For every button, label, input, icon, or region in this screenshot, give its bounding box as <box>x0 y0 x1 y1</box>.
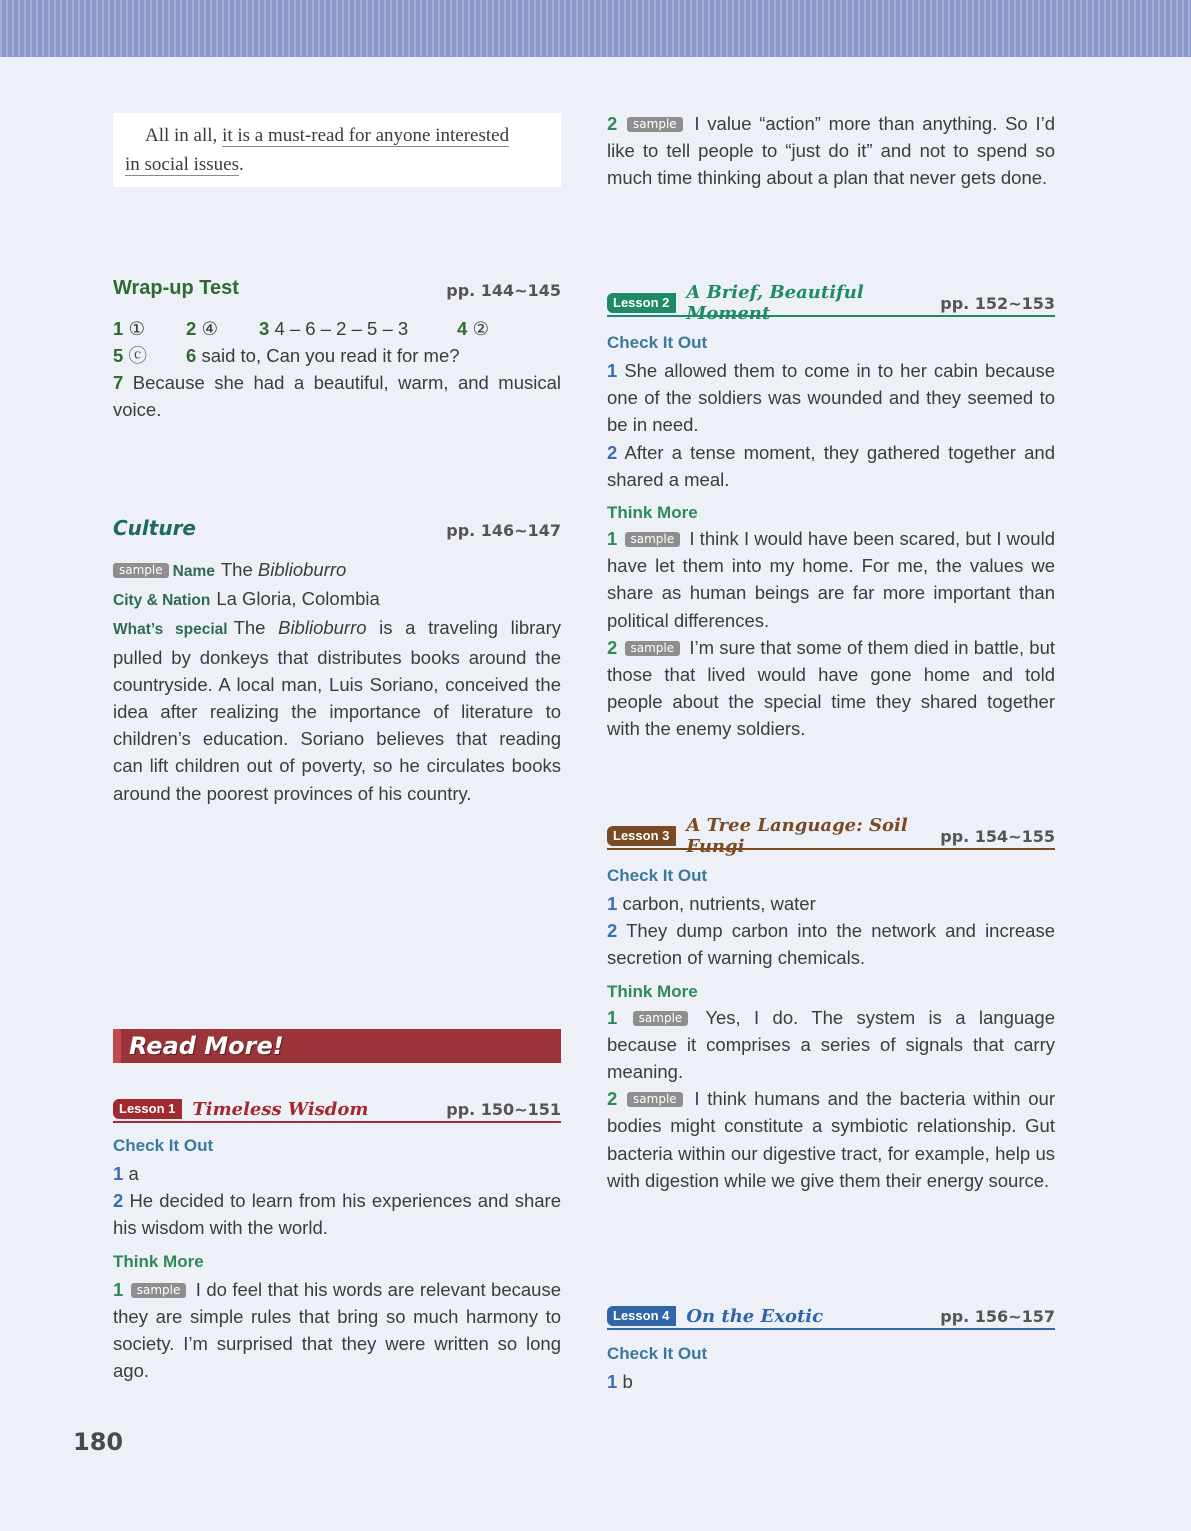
q-answer: ⓒ <box>128 345 147 366</box>
think-more-heading: Think More <box>113 1251 204 1271</box>
sample-badge: sample <box>131 1283 187 1298</box>
lesson-title: A Brief, Beautiful Moment <box>686 282 864 324</box>
lesson-3-body <box>607 866 1055 1194</box>
lesson-2-body <box>607 333 1055 743</box>
q-answer: ① <box>128 318 146 339</box>
lesson-tag: Lesson 2 <box>607 293 676 313</box>
lesson-1-header <box>113 1097 561 1123</box>
q-number: 1 <box>607 1371 618 1392</box>
lesson-2-header <box>607 282 1055 324</box>
q-number: 2 <box>186 318 197 339</box>
name-pre: The <box>220 559 258 580</box>
think-answer-1: Yes, I do. The system is a language because it comprises a series of signals that carry meaning. <box>607 1006 1056 1083</box>
q-number: 5 <box>113 345 124 366</box>
sample-badge: sample <box>633 1011 689 1026</box>
q-number: 2 <box>607 1088 618 1110</box>
wrapup-answers <box>113 315 561 423</box>
check-answer-1: a <box>128 1163 139 1184</box>
wrapup-pages: pp. 144~145 <box>446 281 561 300</box>
right-top-answer <box>607 110 1055 192</box>
q-number: 2 <box>607 920 618 942</box>
check-it-out-heading: Check It Out <box>607 333 708 352</box>
think-answer-1: I do feel that his words are relevant because they are simple rules that bring so much harmony to society. I’m surprised that they were written so long ago. <box>113 1278 561 1382</box>
special-text: is a traveling library pulled by donkeys that distributes books around the countryside. A local man, Luis Soriano, conceived the idea after realizing the importance of literature to children’s education. Soriano believes that reading can lift children out of poverty, so he circulates books around the poorest provinces of his country. <box>113 617 561 804</box>
culture-header <box>113 512 561 540</box>
answer-number: 2 <box>607 113 618 134</box>
page-number: 180 <box>73 1428 124 1456</box>
name-label: Name <box>172 563 215 580</box>
special-italic: Biblioburro <box>278 617 367 639</box>
lesson-title: On the Exotic <box>686 1305 824 1327</box>
q-number: 1 <box>607 360 618 381</box>
q7-answer: Because she had a beautiful, warm, and musical voice. <box>113 372 561 421</box>
answer-text: I value “action” more than anything. So I’d like to tell people to “just do it” and not to spend so much time thinking about a plan that never gets done. <box>607 113 1055 189</box>
check-answer-2: He decided to learn from his experiences and share his wisdom with the world. <box>113 1190 562 1239</box>
think-answer-2: I’m sure that some of them died in battle, but those that lived would have gone home and told people about the special time they shared together with the enemy soldiers. <box>607 636 1056 740</box>
check-answer-1: b <box>622 1371 633 1392</box>
read-more-banner: Read More! <box>113 1029 561 1063</box>
q-number: 1 <box>113 1278 124 1300</box>
q-number: 1 <box>113 1163 124 1184</box>
q-number: 2 <box>607 441 618 463</box>
sample-badge: sample <box>113 563 169 578</box>
q-number: 4 <box>457 318 468 339</box>
lesson-pages: pp. 154~155 <box>940 826 1055 846</box>
sample-badge: sample <box>625 532 681 547</box>
q-answer: ④ <box>201 318 219 339</box>
lesson-title: A Tree Language: Soil Fungi <box>686 815 908 857</box>
q-answer: ② <box>472 318 490 339</box>
culture-body <box>113 556 561 807</box>
special-pre: The <box>233 617 279 639</box>
q-answer: said to, Can you read it for me? <box>201 345 460 366</box>
lesson-pages: pp. 152~153 <box>940 293 1055 313</box>
q-number: 7 <box>113 372 124 393</box>
name-value: Biblioburro <box>257 559 347 580</box>
sample-badge: sample <box>627 117 683 132</box>
special-label: What’s special <box>113 621 228 639</box>
lesson-pages: pp. 150~151 <box>446 1099 561 1119</box>
city-value: La Gloria, Colombia <box>216 588 380 610</box>
lesson-1-body <box>113 1136 561 1384</box>
wrapup-header <box>113 272 561 300</box>
q-number: 1 <box>607 1006 618 1028</box>
q-answer: 4 – 6 – 2 – 5 – 3 <box>274 318 409 339</box>
quote-underlined-1: it is a must-read for anyone interested <box>222 125 510 146</box>
q-number: 1 <box>607 893 618 914</box>
lesson-3-header <box>607 815 1055 857</box>
check-answer-2: They dump carbon into the network and increase secretion of warning chemicals. <box>607 920 1055 969</box>
think-more-heading: Think More <box>607 503 698 523</box>
check-it-out-heading: Check It Out <box>113 1136 214 1155</box>
quote-underlined-2: in social issues <box>125 154 239 175</box>
sample-badge: sample <box>625 641 681 656</box>
lesson-tag: Lesson 4 <box>607 1306 676 1326</box>
think-more-heading: Think More <box>607 981 698 1001</box>
quote-box <box>113 113 561 187</box>
lesson-tag: Lesson 3 <box>607 826 676 846</box>
think-answer-2: I think humans and the bacteria within our bodies might constitute a symbiotic relationship. Gut bacteria within our digestive tract, for example, help us with digestion while we give them their energy source. <box>607 1088 1055 1191</box>
sample-badge: sample <box>627 1092 683 1107</box>
quote-text-post: . <box>239 154 244 175</box>
check-answer-2: After a tense moment, they gathered together and shared a meal. <box>607 441 1055 490</box>
wrapup-row-2 <box>113 342 561 369</box>
check-it-out-heading: Check It Out <box>607 1344 708 1363</box>
culture-pages: pp. 146~147 <box>446 521 561 540</box>
q-number: 2 <box>113 1190 124 1212</box>
q-number: 1 <box>113 318 124 339</box>
q-number: 2 <box>607 636 618 658</box>
q-number: 6 <box>186 345 197 366</box>
lesson-4-body <box>607 1344 1055 1395</box>
quote-text-pre: All in all, <box>145 125 223 146</box>
check-answer-1: She allowed them to come in to her cabin because one of the soldiers was wounded and they seemed to be in need. <box>607 360 1055 436</box>
city-label: City & Nation <box>113 592 211 610</box>
lesson-pages: pp. 156~157 <box>940 1306 1055 1326</box>
check-it-out-heading: Check It Out <box>607 866 708 885</box>
lesson-tag: Lesson 1 <box>113 1099 182 1119</box>
q-number: 1 <box>607 528 618 550</box>
wrapup-row-1 <box>113 315 561 342</box>
check-answer-1: carbon, nutrients, water <box>622 893 816 914</box>
top-decorative-band <box>0 0 1191 57</box>
think-answer-1: I think I would have been scared, but I would have let them into my home. For me, the values we share as human beings are far more important than political differences. <box>607 528 1055 631</box>
culture-title: Culture <box>113 516 196 540</box>
lesson-4-header <box>607 1304 1055 1330</box>
lesson-title: Timeless Wisdom <box>192 1098 369 1120</box>
wrapup-title: Wrap-up Test <box>113 277 239 299</box>
q-number: 3 <box>259 318 270 339</box>
